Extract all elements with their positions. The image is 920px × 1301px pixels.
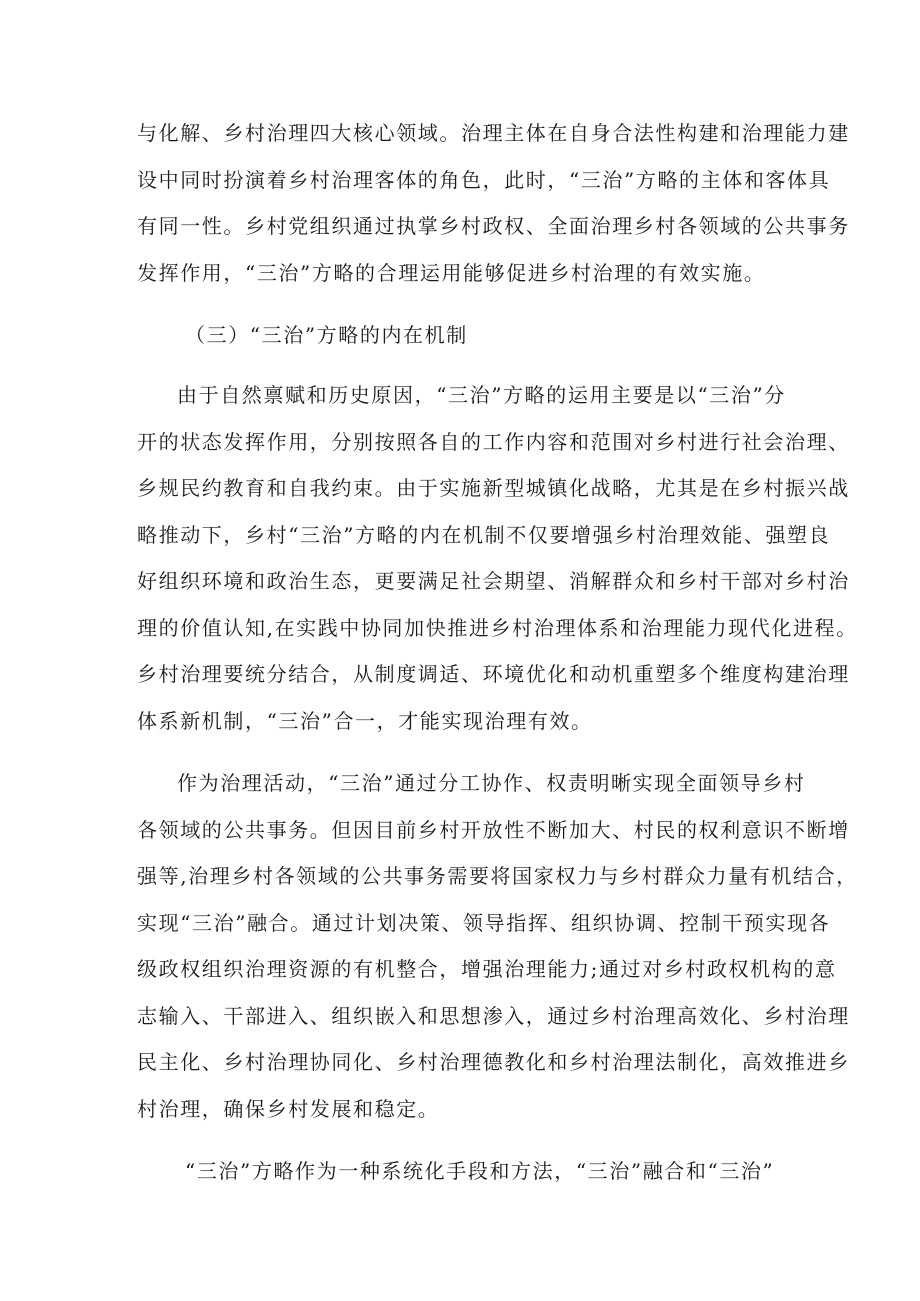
paragraph-2-line-4: 略推动下，乡村“三治”方略的内在机制不仅要增强乡村治理效能、强塑良 (137, 523, 831, 547)
paragraph-3-line-7: 民主化、乡村治理协同化、乡村治理德教化和乡村治理法制化，高效推进乡 (137, 1050, 850, 1074)
paragraph-3-line-2: 各领域的公共事务。但因目前乡村开放性不断加大、村民的权利意识不断增 (137, 818, 850, 842)
paragraph-2-line-3: 乡规民约教育和自我约束。由于实施新型城镇化战略，尤其是在乡村振兴战 (137, 476, 850, 500)
paragraph-2-line-1: 由于自然禀赋和历史原因，“三治”方略的运用主要是以“三治”分 (177, 383, 786, 407)
paragraph-1-line-2: 设中同时扮演着乡村治理客体的角色，此时，“三治”方略的主体和客体具 (137, 168, 831, 192)
paragraph-3-line-5: 级政权组织治理资源的有机整合，增强治理能力;通过对乡村政权机构的意 (137, 957, 837, 981)
paragraph-2-line-5: 好组织环境和政治生态，更要满足社会期望、消解群众和乡村干部对乡村治 (137, 569, 850, 593)
paragraph-1-line-4: 发挥作用，“三治”方略的合理运用能够促进乡村治理的有效实施。 (137, 261, 766, 285)
paragraph-1-line-3: 有同一性。乡村党组织通过执掌乡村政权、全面治理乡村各领域的公共事务 (137, 214, 850, 238)
paragraph-2-line-6: 理的价值认知,在实践中协同加快推进乡村治理体系和治理能力现代化进程。 (137, 616, 858, 640)
paragraph-3-line-6: 志输入、干部进入、组织嵌入和思想渗入，通过乡村治理高效化、乡村治理 (137, 1004, 850, 1028)
paragraph-2-line-2: 开的状态发挥作用，分别按照各自的工作内容和范围对乡村进行社会治理、 (137, 430, 850, 454)
paragraph-3-line-1: 作为治理活动，“三治”通过分工协作、权责明晰实现全面领导乡村 (177, 771, 806, 795)
paragraph-4-line-1: “三治”方略作为一种系统化手段和方法，“三治”融合和“三治” (185, 1159, 775, 1183)
paragraph-2-line-7: 乡村治理要统分结合，从制度调适、环境优化和动机重塑多个维度构建治理 (137, 662, 850, 686)
paragraph-3-line-8: 村治理，确保乡村发展和稳定。 (137, 1097, 440, 1121)
paragraph-3-line-3: 强等,治理乡村各领域的公共事务需要将国家权力与乡村群众力量有机结合， (137, 864, 858, 888)
paragraph-3-line-4: 实现“三治”融合。通过计划决策、领导指挥、组织协调、控制干预实现各 (137, 911, 831, 935)
section-heading: （三）“三治”方略的内在机制 (185, 323, 468, 347)
paragraph-1-line-1: 与化解、乡村治理四大核心领域。治理主体在自身合法性构建和治理能力建 (137, 121, 850, 145)
paragraph-2-line-8: 体系新机制，“三治”合一，才能实现治理有效。 (137, 709, 593, 733)
